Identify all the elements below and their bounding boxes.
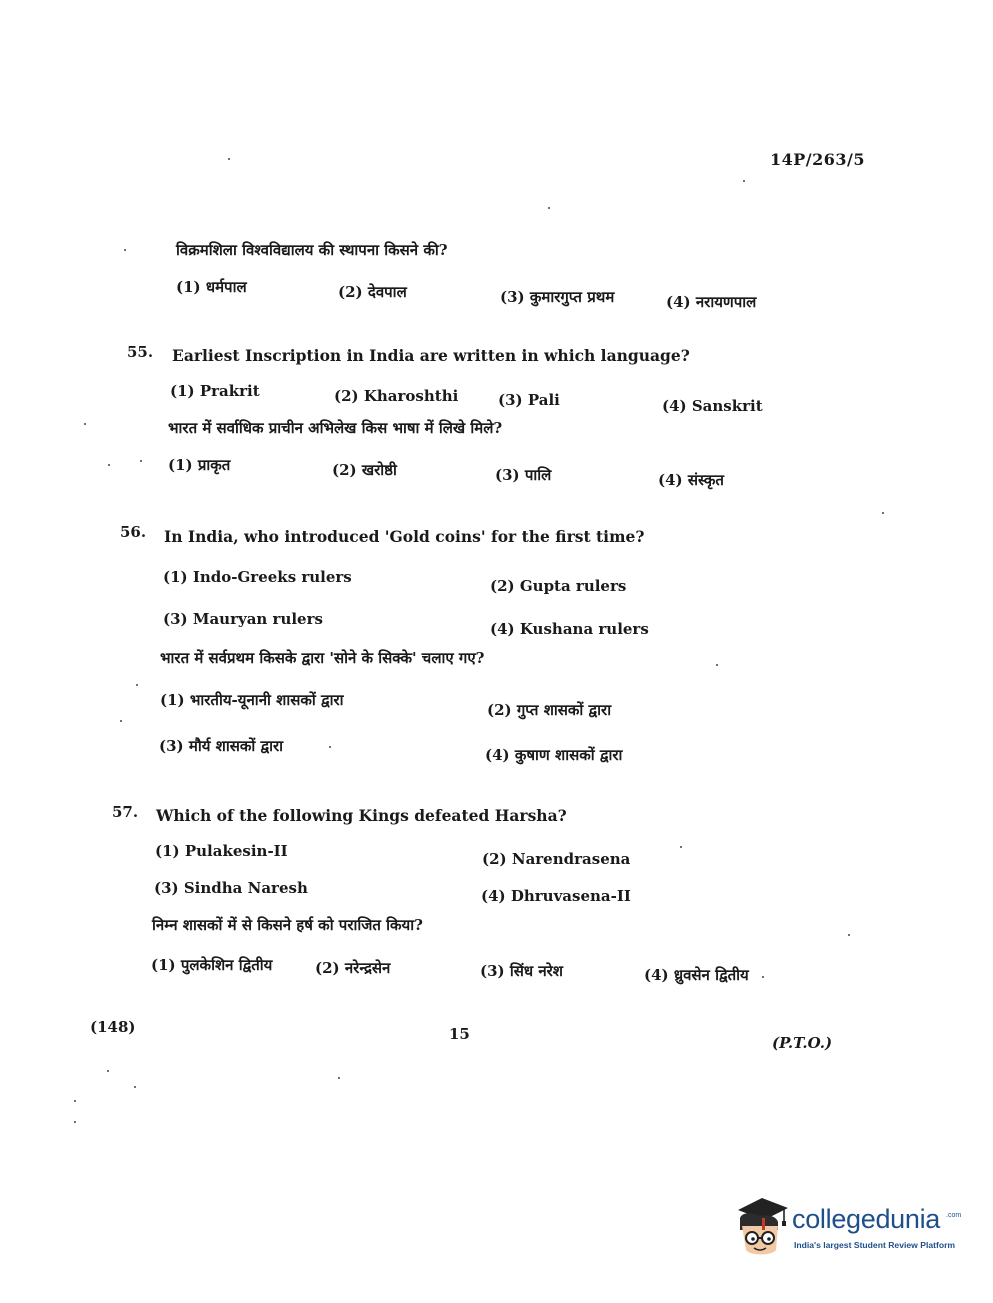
q56-option-3-hindi: (3) मौर्य शासकों द्वारा xyxy=(159,737,284,755)
scan-speck xyxy=(329,746,331,748)
q56-option-1: (1) Indo-Greeks rulers xyxy=(163,568,352,586)
q55-option-1: (1) Prakrit xyxy=(170,382,260,400)
q55-option-4-hindi: (4) संस्कृत xyxy=(658,471,724,489)
scan-speck xyxy=(338,1077,340,1079)
q54-option-2-hindi: (2) देवपाल xyxy=(338,283,407,301)
q55-question-hindi: भारत में सर्वाधिक प्राचीन अभिलेख किस भाषा में लिखे मिले? xyxy=(168,419,503,437)
q55-option-2: (2) Kharoshthi xyxy=(334,387,459,405)
q55-option-4: (4) Sanskrit xyxy=(662,397,763,415)
scan-speck xyxy=(228,158,230,160)
scan-speck xyxy=(74,1121,76,1123)
logo-tagline: India's largest Student Review Platform xyxy=(794,1240,956,1250)
q56-option-4-hindi: (4) कुषाण शासकों द्वारा xyxy=(485,746,623,764)
pto-label: (P.T.O.) xyxy=(772,1034,833,1052)
scan-speck xyxy=(743,180,745,182)
scan-speck xyxy=(762,976,764,978)
q57-option-3: (3) Sindha Naresh xyxy=(154,879,308,897)
footer-code: (148) xyxy=(90,1018,136,1036)
scan-speck xyxy=(108,464,110,466)
logo-suffix: .com xyxy=(946,1212,962,1219)
mascot-icon xyxy=(732,1196,790,1260)
q57-option-2: (2) Narendrasena xyxy=(482,850,631,868)
q55-option-2-hindi: (2) खरोष्ठी xyxy=(332,461,397,479)
scan-speck xyxy=(107,1070,109,1072)
q56-option-3: (3) Mauryan rulers xyxy=(163,610,323,628)
q55-option-3: (3) Pali xyxy=(498,391,560,409)
scan-speck xyxy=(848,934,850,936)
q56-number: 56. xyxy=(120,523,147,541)
q54-question-hindi: विक्रमशिला विश्वविद्यालय की स्थापना किसने की? xyxy=(176,241,448,259)
q57-number: 57. xyxy=(112,803,139,821)
scan-speck xyxy=(84,423,86,425)
scan-speck xyxy=(124,249,126,251)
scan-speck xyxy=(548,207,550,209)
q57-option-4-hindi: (4) ध्रुवसेन द्वितीय xyxy=(644,966,749,984)
q56-question-english: In India, who introduced 'Gold coins' for the first time? xyxy=(164,527,645,546)
q55-number: 55. xyxy=(127,343,154,361)
logo-wordmark: collegedunia xyxy=(792,1204,941,1234)
q56-option-4: (4) Kushana rulers xyxy=(490,620,649,638)
q54-option-1-hindi: (1) धर्मपाल xyxy=(176,278,247,296)
q55-option-3-hindi: (3) पालि xyxy=(495,466,552,484)
scan-speck xyxy=(120,720,122,722)
page-number: 15 xyxy=(449,1025,470,1043)
scan-speck xyxy=(716,664,718,666)
q56-option-2: (2) Gupta rulers xyxy=(490,577,627,595)
q56-question-hindi: भारत में सर्वप्रथम किसके द्वारा 'सोने के सिक्के' चलाए गए? xyxy=(160,649,485,667)
q55-question-english: Earliest Inscription in India are written in which language? xyxy=(172,346,690,365)
q57-option-1: (1) Pulakesin-II xyxy=(155,842,288,860)
q54-option-4-hindi: (4) नरायणपाल xyxy=(666,293,757,311)
q57-option-2-hindi: (2) नरेन्द्रसेन xyxy=(315,959,391,977)
collegedunia-logo xyxy=(732,1196,964,1260)
q55-option-1-hindi: (1) प्राकृत xyxy=(168,456,231,474)
q57-question-hindi: निम्न शासकों में से किसने हर्ष को पराजित किया? xyxy=(152,916,423,934)
paper-code: 14P/263/5 xyxy=(770,150,866,169)
scan-speck xyxy=(74,1100,76,1102)
q57-option-4: (4) Dhruvasena-II xyxy=(481,887,631,905)
scan-speck xyxy=(680,846,682,848)
scan-speck xyxy=(136,684,138,686)
q54-option-3-hindi: (3) कुमारगुप्त प्रथम xyxy=(500,288,615,306)
q56-option-1-hindi: (1) भारतीय-यूनानी शासकों द्वारा xyxy=(160,691,344,709)
scan-speck xyxy=(134,1086,136,1088)
scan-speck xyxy=(140,460,142,462)
q56-option-2-hindi: (2) गुप्त शासकों द्वारा xyxy=(487,701,612,719)
scan-speck xyxy=(882,512,884,514)
q57-option-3-hindi: (3) सिंध नरेश xyxy=(480,962,563,980)
q57-question-english: Which of the following Kings defeated Harsha? xyxy=(156,806,567,825)
q57-option-1-hindi: (1) पुलकेशिन द्वितीय xyxy=(151,956,273,974)
